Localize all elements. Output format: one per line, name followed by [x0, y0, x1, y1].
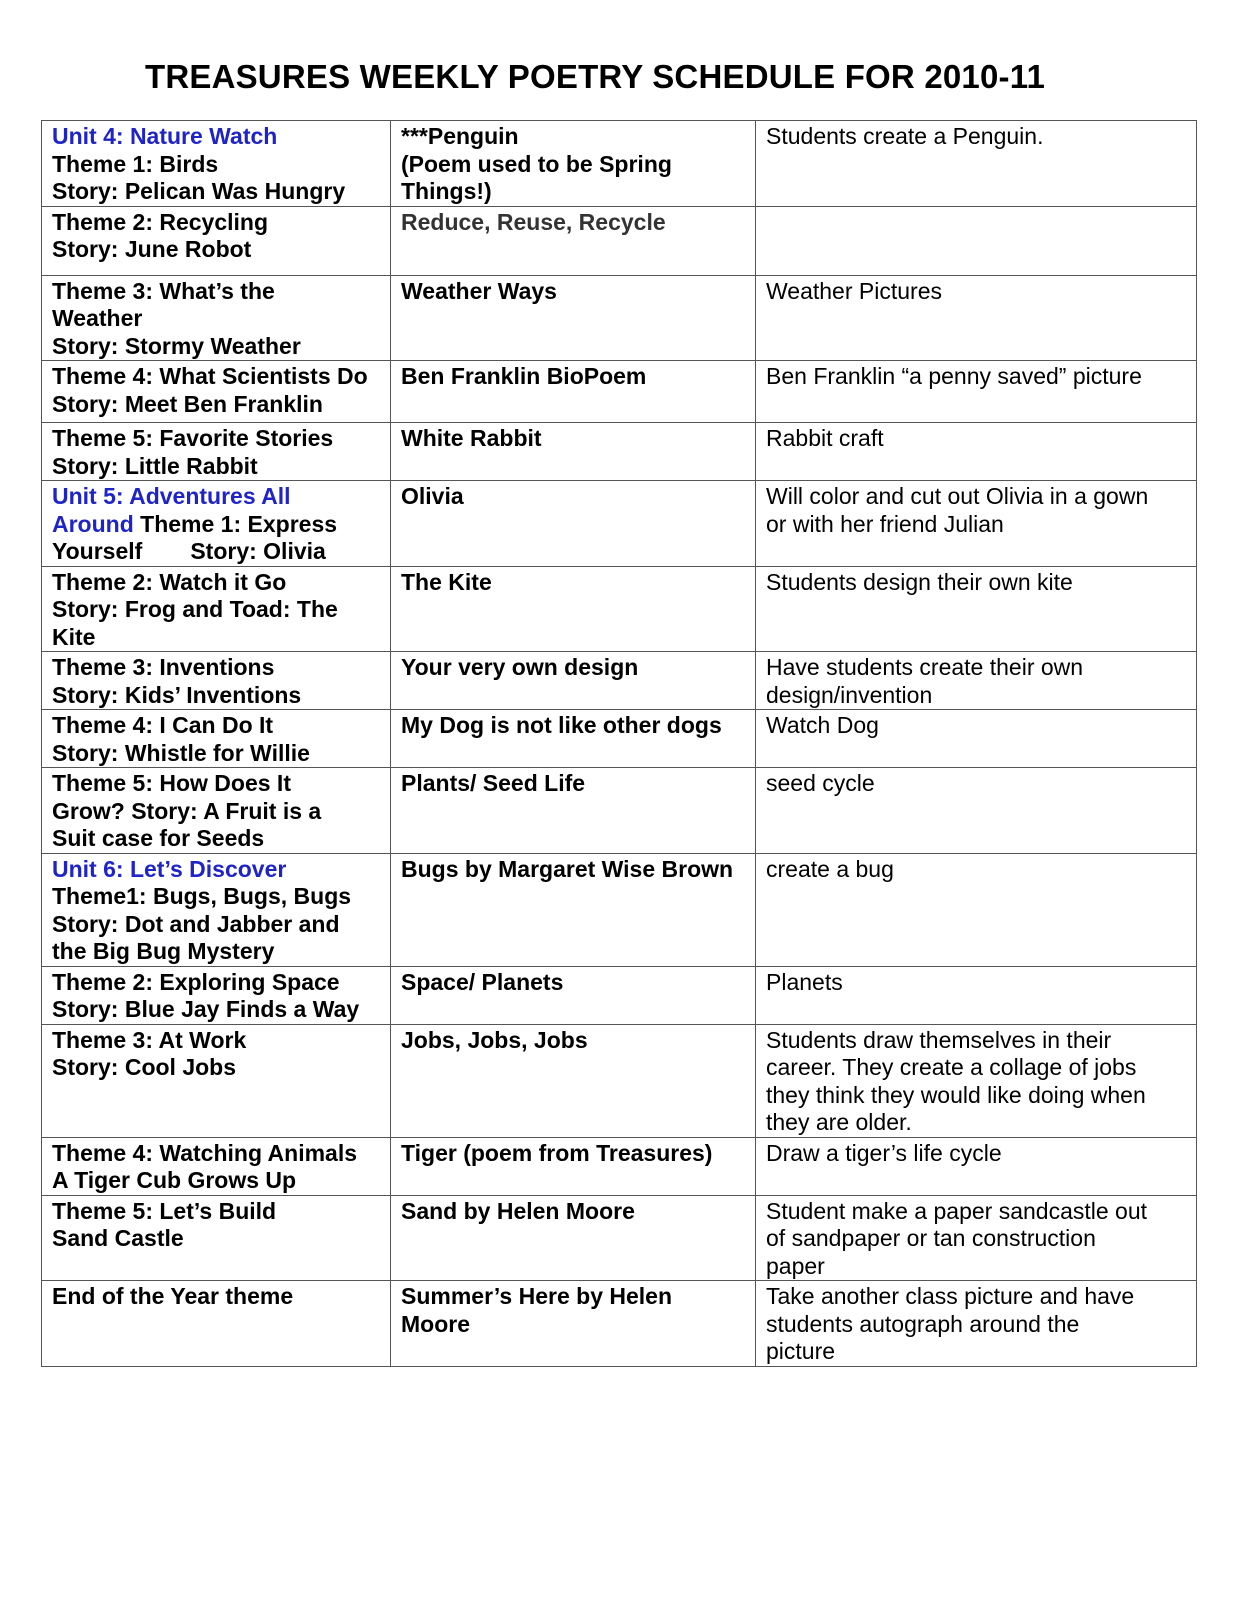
table-row [42, 768, 1197, 854]
activity-line: career. They create a collage of jobs [766, 1054, 1137, 1080]
activity-line: students autograph around the [766, 1310, 1080, 1337]
table-row [42, 361, 1197, 423]
theme-cell [42, 481, 391, 567]
activity-cell [756, 853, 1197, 966]
poem-cell [391, 121, 756, 207]
theme-cell [42, 275, 391, 361]
story-line: Story: Blue Jay Finds a Way [52, 996, 360, 1022]
poem-line: My Dog is not like other dogs [401, 712, 722, 738]
activity-cell [756, 206, 1197, 275]
activity-line: Ben Franklin “a penny saved” picture [766, 363, 1142, 389]
theme-cell [42, 121, 391, 207]
poem-cell [391, 1195, 756, 1281]
theme-cell [42, 853, 391, 966]
story-line: Story: Little Rabbit [52, 452, 258, 479]
activity-cell [756, 481, 1197, 567]
poem-line: Moore [401, 1310, 470, 1337]
theme-line: Theme 4: Watching Animals [52, 1139, 358, 1166]
theme-line: Theme 1: Birds [52, 150, 219, 177]
poem-line: Sand by Helen Moore [401, 1197, 635, 1224]
activity-line: Take another class picture and have [766, 1283, 1135, 1309]
story-line: Story: Frog and Toad: The [52, 596, 338, 622]
theme-cell [42, 566, 391, 652]
theme-cell [42, 1137, 391, 1195]
poem-cell [391, 710, 756, 768]
activity-line: Planets [766, 968, 843, 995]
theme-line: Theme 2: Recycling [52, 208, 269, 235]
table-row [42, 481, 1197, 567]
story-line: Suit case for Seeds [52, 825, 265, 851]
poem-cell [391, 206, 756, 275]
poem-cell [391, 481, 756, 567]
table-row [42, 121, 1197, 207]
activity-cell [756, 566, 1197, 652]
theme-line: Theme 5: How Does It [52, 770, 291, 796]
theme-line: Theme 2: Exploring Space [52, 968, 340, 995]
page-title: TREASURES WEEKLY POETRY SCHEDULE FOR 2010-11 [144, 58, 1046, 95]
story-line: Story: June Robot [52, 236, 252, 262]
theme-cell [42, 966, 391, 1024]
poem-line: Summer’s Here by Helen [401, 1283, 673, 1309]
story-line: the Big Bug Mystery [52, 938, 275, 964]
activity-line: Students design their own kite [766, 568, 1073, 595]
activity-cell [756, 710, 1197, 768]
table-row [42, 206, 1197, 275]
theme-line: Theme 3: What’s the [52, 277, 275, 304]
theme-cell [42, 206, 391, 275]
poem-cell [391, 361, 756, 423]
table-row [42, 652, 1197, 710]
poem-line: Olivia [401, 483, 464, 509]
poem-line: Your very own design [401, 654, 639, 680]
activity-line: Student make a paper sandcastle out [766, 1197, 1148, 1224]
theme-line: Theme 4: What Scientists Do [52, 363, 368, 389]
activity-line: Will color and cut out Olivia in a gown [766, 483, 1149, 509]
story-line: Story: Whistle for Willie [52, 739, 310, 766]
table-row [42, 1024, 1197, 1137]
poem-cell [391, 1281, 756, 1367]
theme-cell [42, 361, 391, 423]
activity-cell [756, 1281, 1197, 1367]
theme-line: Theme1: Bugs, Bugs, Bugs [52, 883, 352, 909]
theme-line: Theme 3: At Work [52, 1026, 247, 1053]
story-line: Story: Pelican Was Hungry [52, 178, 346, 204]
poem-cell [391, 853, 756, 966]
unit-heading: Unit 6: Let’s Discover [52, 855, 287, 882]
activity-cell [756, 361, 1197, 423]
poem-line: Reduce, Reuse, Recycle [401, 208, 666, 235]
activity-line: Rabbit craft [766, 425, 884, 451]
theme-line: Theme 1: Express [133, 510, 338, 537]
table-row [42, 710, 1197, 768]
activity-cell [756, 652, 1197, 710]
poem-line: Plants/ Seed Life [401, 770, 586, 796]
poem-cell [391, 768, 756, 854]
activity-cell [756, 1195, 1197, 1281]
story-line: Story: Stormy Weather [52, 332, 301, 359]
activity-line: Weather Pictures [766, 277, 942, 304]
table-row [42, 566, 1197, 652]
story-line: Story: Kids’ Inventions [52, 681, 302, 708]
story-line: Story: Cool Jobs [52, 1054, 237, 1080]
theme-line: Weather [52, 305, 143, 331]
poem-cell [391, 1024, 756, 1137]
activity-line: Students draw themselves in their [766, 1026, 1112, 1053]
activity-line: create a bug [766, 855, 894, 882]
activity-line: Draw a tiger’s life cycle [766, 1139, 1002, 1166]
theme-line: Theme 5: Favorite Stories [52, 425, 334, 451]
poem-line: Space/ Planets [401, 968, 564, 995]
theme-cell [42, 1281, 391, 1367]
activity-cell [756, 1024, 1197, 1137]
poem-line: Things!) [401, 178, 492, 204]
table-row [42, 853, 1197, 966]
table-row [42, 1281, 1197, 1367]
poem-line: ***Penguin [401, 123, 519, 149]
poem-cell [391, 1137, 756, 1195]
theme-line: Theme 4: I Can Do It [52, 712, 274, 738]
poem-line: Weather Ways [401, 277, 557, 304]
unit-heading: Unit 5: Adventures All [52, 483, 291, 509]
unit-heading: Around [52, 510, 134, 537]
table-row [42, 275, 1197, 361]
activity-line: Students create a Penguin. [766, 123, 1044, 149]
story-line: Story: Meet Ben Franklin [52, 390, 323, 417]
poem-cell [391, 966, 756, 1024]
theme-line: Theme 3: Inventions [52, 654, 275, 680]
theme-line: Yourself [52, 538, 143, 564]
activity-line: they think they would like doing when [766, 1081, 1146, 1108]
activity-line: or with her friend Julian [766, 510, 1004, 537]
poem-cell [391, 566, 756, 652]
theme-line: Theme 5: Let’s Build [52, 1197, 277, 1224]
poetry-schedule-table [41, 120, 1197, 1367]
poem-line: Jobs, Jobs, Jobs [401, 1026, 588, 1053]
activity-line: Have students create their own [766, 654, 1084, 680]
theme-cell [42, 710, 391, 768]
theme-cell [42, 423, 391, 481]
story-line: Grow? Story: A Fruit is a [52, 797, 322, 824]
theme-cell [42, 768, 391, 854]
story-line: Story: Olivia [190, 538, 326, 564]
table-row [42, 423, 1197, 481]
activity-line: design/invention [766, 681, 933, 708]
poem-line: Ben Franklin BioPoem [401, 363, 647, 389]
activity-cell [756, 1137, 1197, 1195]
theme-line: Theme 2: Watch it Go [52, 568, 287, 595]
story-line: Sand Castle [52, 1225, 184, 1251]
activity-cell [756, 768, 1197, 854]
story-line: Kite [52, 623, 96, 650]
story-line: Story: Dot and Jabber and [52, 910, 340, 937]
activity-line: paper [766, 1252, 825, 1279]
poem-line: Bugs by Margaret Wise Brown [401, 855, 734, 882]
activity-line: picture [766, 1338, 836, 1364]
activity-line: Watch Dog [766, 712, 879, 738]
poem-cell [391, 275, 756, 361]
poem-line: White Rabbit [401, 425, 542, 451]
theme-cell [42, 1195, 391, 1281]
activity-line: of sandpaper or tan construction [766, 1225, 1096, 1251]
activity-line: they are older. [766, 1109, 912, 1135]
poem-cell [391, 652, 756, 710]
activity-line: seed cycle [766, 770, 875, 796]
activity-cell [756, 966, 1197, 1024]
poem-line: (Poem used to be Spring [401, 150, 672, 177]
unit-heading: Unit 4: Nature Watch [52, 123, 278, 149]
story-line: A Tiger Cub Grows Up [52, 1167, 297, 1193]
theme-cell [42, 652, 391, 710]
table-row [42, 1137, 1197, 1195]
poem-cell [391, 423, 756, 481]
activity-cell [756, 121, 1197, 207]
table-row [42, 1195, 1197, 1281]
theme-cell [42, 1024, 391, 1137]
poem-line: Tiger (poem from Treasures) [401, 1139, 713, 1166]
table-row [42, 966, 1197, 1024]
activity-cell [756, 423, 1197, 481]
activity-cell [756, 275, 1197, 361]
poem-line: The Kite [401, 568, 492, 595]
theme-line: End of the Year theme [52, 1283, 294, 1309]
